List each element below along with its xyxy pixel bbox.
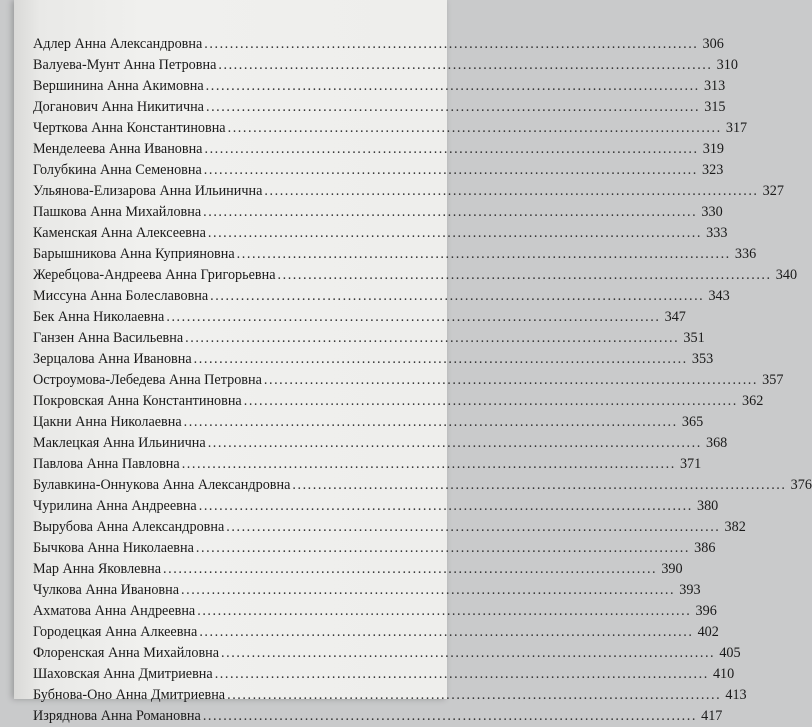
toc-entry bbox=[33, 328, 705, 349]
toc-entry bbox=[33, 160, 724, 181]
toc-entry bbox=[33, 181, 784, 202]
toc-entry-name: Барышникова Анна Куприяновна bbox=[33, 246, 235, 262]
dot-leader bbox=[163, 559, 655, 580]
toc-entry-name: Жеребцова-Андреева Анна Григорьевна bbox=[33, 267, 276, 283]
table-of-contents bbox=[33, 34, 812, 727]
toc-entry bbox=[33, 643, 741, 664]
toc-entry bbox=[33, 202, 723, 223]
toc-entry-name: Голубкина Анна Семеновна bbox=[33, 162, 202, 178]
book-page bbox=[14, 0, 812, 724]
toc-entry-page-number: 357 bbox=[762, 372, 784, 388]
toc-entry-page-number: 333 bbox=[706, 225, 728, 241]
toc-entry bbox=[33, 706, 723, 727]
toc-entry bbox=[33, 307, 686, 328]
dot-leader bbox=[210, 286, 702, 307]
toc-entry bbox=[33, 622, 719, 643]
dot-leader bbox=[199, 622, 691, 643]
dot-leader bbox=[292, 475, 784, 496]
toc-entry-page-number: 410 bbox=[712, 666, 735, 682]
toc-entry-name: Черткова Анна Константиновна bbox=[33, 120, 226, 136]
toc-entry-name: Булавкина-Оннукова Анна Александровна bbox=[33, 477, 291, 493]
toc-entry bbox=[33, 412, 704, 433]
dot-leader bbox=[197, 601, 689, 622]
toc-entry-page-number: 405 bbox=[719, 645, 741, 661]
dot-leader bbox=[244, 391, 736, 412]
toc-entry-name: Городецкая Анна Алкеевна bbox=[33, 624, 198, 640]
toc-entry bbox=[33, 664, 735, 685]
toc-entry-page-number: 343 bbox=[708, 288, 730, 304]
dot-leader bbox=[181, 580, 673, 601]
toc-entry bbox=[33, 685, 747, 706]
dot-leader bbox=[166, 307, 658, 328]
dot-leader bbox=[206, 97, 698, 118]
toc-entry-page-number: 327 bbox=[762, 183, 784, 199]
toc-entry-name: Чулкова Анна Ивановна bbox=[33, 582, 179, 598]
toc-entry-name: Цакни Анна Николаевна bbox=[33, 414, 182, 430]
dot-leader bbox=[182, 454, 674, 475]
toc-entry-page-number: 382 bbox=[724, 519, 746, 535]
toc-entry-name: Доганович Анна Никитична bbox=[33, 99, 204, 115]
toc-entry-page-number: 319 bbox=[702, 141, 725, 157]
toc-entry-name: Ульянова-Елизарова Анна Ильинична bbox=[33, 183, 263, 199]
toc-entry-name: Ганзен Анна Васильевна bbox=[33, 330, 184, 346]
toc-entry bbox=[33, 76, 726, 97]
toc-entry-page-number: 323 bbox=[702, 162, 724, 178]
toc-entry bbox=[33, 475, 812, 496]
toc-entry-page-number: 365 bbox=[681, 414, 704, 430]
toc-entry-page-number: 317 bbox=[725, 120, 748, 136]
toc-entry bbox=[33, 286, 730, 307]
toc-entry-page-number: 402 bbox=[697, 624, 719, 640]
toc-entry-page-number: 347 bbox=[664, 309, 686, 325]
toc-entry-page-number: 362 bbox=[742, 393, 764, 409]
toc-entry bbox=[33, 349, 714, 370]
toc-entry-name: Пашкова Анна Михайловна bbox=[33, 204, 202, 220]
toc-entry bbox=[33, 118, 748, 139]
toc-entry-page-number: 371 bbox=[679, 456, 702, 472]
toc-entry-page-number: 351 bbox=[683, 330, 705, 346]
dot-leader bbox=[226, 517, 718, 538]
toc-entry-name: Ахматова Анна Андреевна bbox=[33, 603, 196, 619]
toc-entry-name: Маклецкая Анна Ильинична bbox=[33, 435, 206, 451]
toc-entry-name: Шаховская Анна Дмитриевна bbox=[33, 666, 213, 682]
dot-leader bbox=[228, 118, 720, 139]
toc-entry-name: Бычкова Анна Николаевна bbox=[33, 540, 194, 556]
dot-leader bbox=[218, 55, 710, 76]
toc-entry-page-number: 386 bbox=[694, 540, 716, 556]
toc-entry-page-number: 368 bbox=[705, 435, 728, 451]
toc-entry-name: Бек Анна Николаевна bbox=[33, 309, 165, 325]
toc-entry-name: Покровская Анна Константиновна bbox=[33, 393, 242, 409]
toc-entry-name: Мар Анна Яковлевна bbox=[33, 561, 162, 577]
dot-leader bbox=[264, 181, 756, 202]
toc-entry-page-number: 315 bbox=[704, 99, 726, 115]
dot-leader bbox=[196, 538, 688, 559]
dot-leader bbox=[194, 349, 686, 370]
toc-entry bbox=[33, 265, 798, 286]
toc-entry bbox=[33, 538, 716, 559]
dot-leader bbox=[221, 643, 713, 664]
dot-leader bbox=[184, 412, 676, 433]
toc-entry bbox=[33, 223, 728, 244]
toc-entry-page-number: 336 bbox=[734, 246, 757, 262]
toc-entry bbox=[33, 370, 784, 391]
toc-entry-page-number: 413 bbox=[725, 687, 747, 703]
toc-entry bbox=[33, 97, 726, 118]
toc-entry bbox=[33, 559, 683, 580]
toc-entry-page-number: 340 bbox=[775, 267, 798, 283]
toc-entry-name: Миссуна Анна Болеславовна bbox=[33, 288, 209, 304]
dot-leader bbox=[204, 34, 696, 55]
toc-entry bbox=[33, 433, 728, 454]
toc-entry-name: Валуева-Мунт Анна Петровна bbox=[33, 57, 217, 73]
toc-entry-page-number: 380 bbox=[696, 498, 719, 514]
dot-leader bbox=[204, 160, 696, 181]
toc-entry bbox=[33, 601, 717, 622]
dot-leader bbox=[208, 433, 700, 454]
dot-leader bbox=[203, 202, 695, 223]
toc-entry bbox=[33, 391, 764, 412]
toc-entry bbox=[33, 34, 724, 55]
dot-leader bbox=[264, 370, 756, 391]
toc-entry bbox=[33, 139, 725, 160]
toc-entry-name: Зерцалова Анна Ивановна bbox=[33, 351, 192, 367]
dot-leader bbox=[215, 664, 707, 685]
toc-entry-name: Остроумова-Лебедева Анна Петровна bbox=[33, 372, 262, 388]
dot-leader bbox=[185, 328, 677, 349]
toc-entry bbox=[33, 496, 719, 517]
toc-entry bbox=[33, 454, 702, 475]
toc-entry-page-number: 306 bbox=[702, 36, 724, 52]
toc-entry-page-number: 376 bbox=[790, 477, 812, 493]
dot-leader bbox=[204, 139, 696, 160]
toc-entry-name: Флоренская Анна Михайловна bbox=[33, 645, 220, 661]
toc-entry bbox=[33, 55, 738, 76]
dot-leader bbox=[237, 244, 729, 265]
toc-entry-name: Вырубова Анна Александровна bbox=[33, 519, 225, 535]
toc-entry-name: Павлова Анна Павловна bbox=[33, 456, 180, 472]
toc-entry-page-number: 417 bbox=[701, 708, 723, 724]
toc-entry-name: Вершинина Анна Акимовна bbox=[33, 78, 204, 94]
toc-entry-page-number: 313 bbox=[703, 78, 726, 94]
dot-leader bbox=[203, 706, 695, 727]
dot-leader bbox=[208, 223, 700, 244]
toc-entry-page-number: 393 bbox=[679, 582, 701, 598]
dot-leader bbox=[227, 685, 719, 706]
toc-entry-name: Адлер Анна Александровна bbox=[33, 36, 203, 52]
toc-entry-page-number: 310 bbox=[716, 57, 738, 73]
toc-entry-name: Менделеева Анна Ивановна bbox=[33, 141, 203, 157]
dot-leader bbox=[206, 76, 698, 97]
toc-entry-page-number: 390 bbox=[661, 561, 683, 577]
toc-entry-page-number: 353 bbox=[691, 351, 714, 367]
toc-entry-name: Чурилина Анна Андреевна bbox=[33, 498, 197, 514]
dot-leader bbox=[278, 265, 770, 286]
toc-entry bbox=[33, 580, 701, 601]
dot-leader bbox=[199, 496, 691, 517]
toc-entry-name: Изряднова Анна Романовна bbox=[33, 708, 201, 724]
toc-entry-name: Каменская Анна Алексеевна bbox=[33, 225, 206, 241]
toc-entry-name: Бубнова-Оно Анна Дмитриевна bbox=[33, 687, 226, 703]
toc-entry bbox=[33, 517, 746, 538]
toc-entry bbox=[33, 244, 757, 265]
toc-entry-page-number: 330 bbox=[701, 204, 723, 220]
toc-entry-page-number: 396 bbox=[695, 603, 717, 619]
